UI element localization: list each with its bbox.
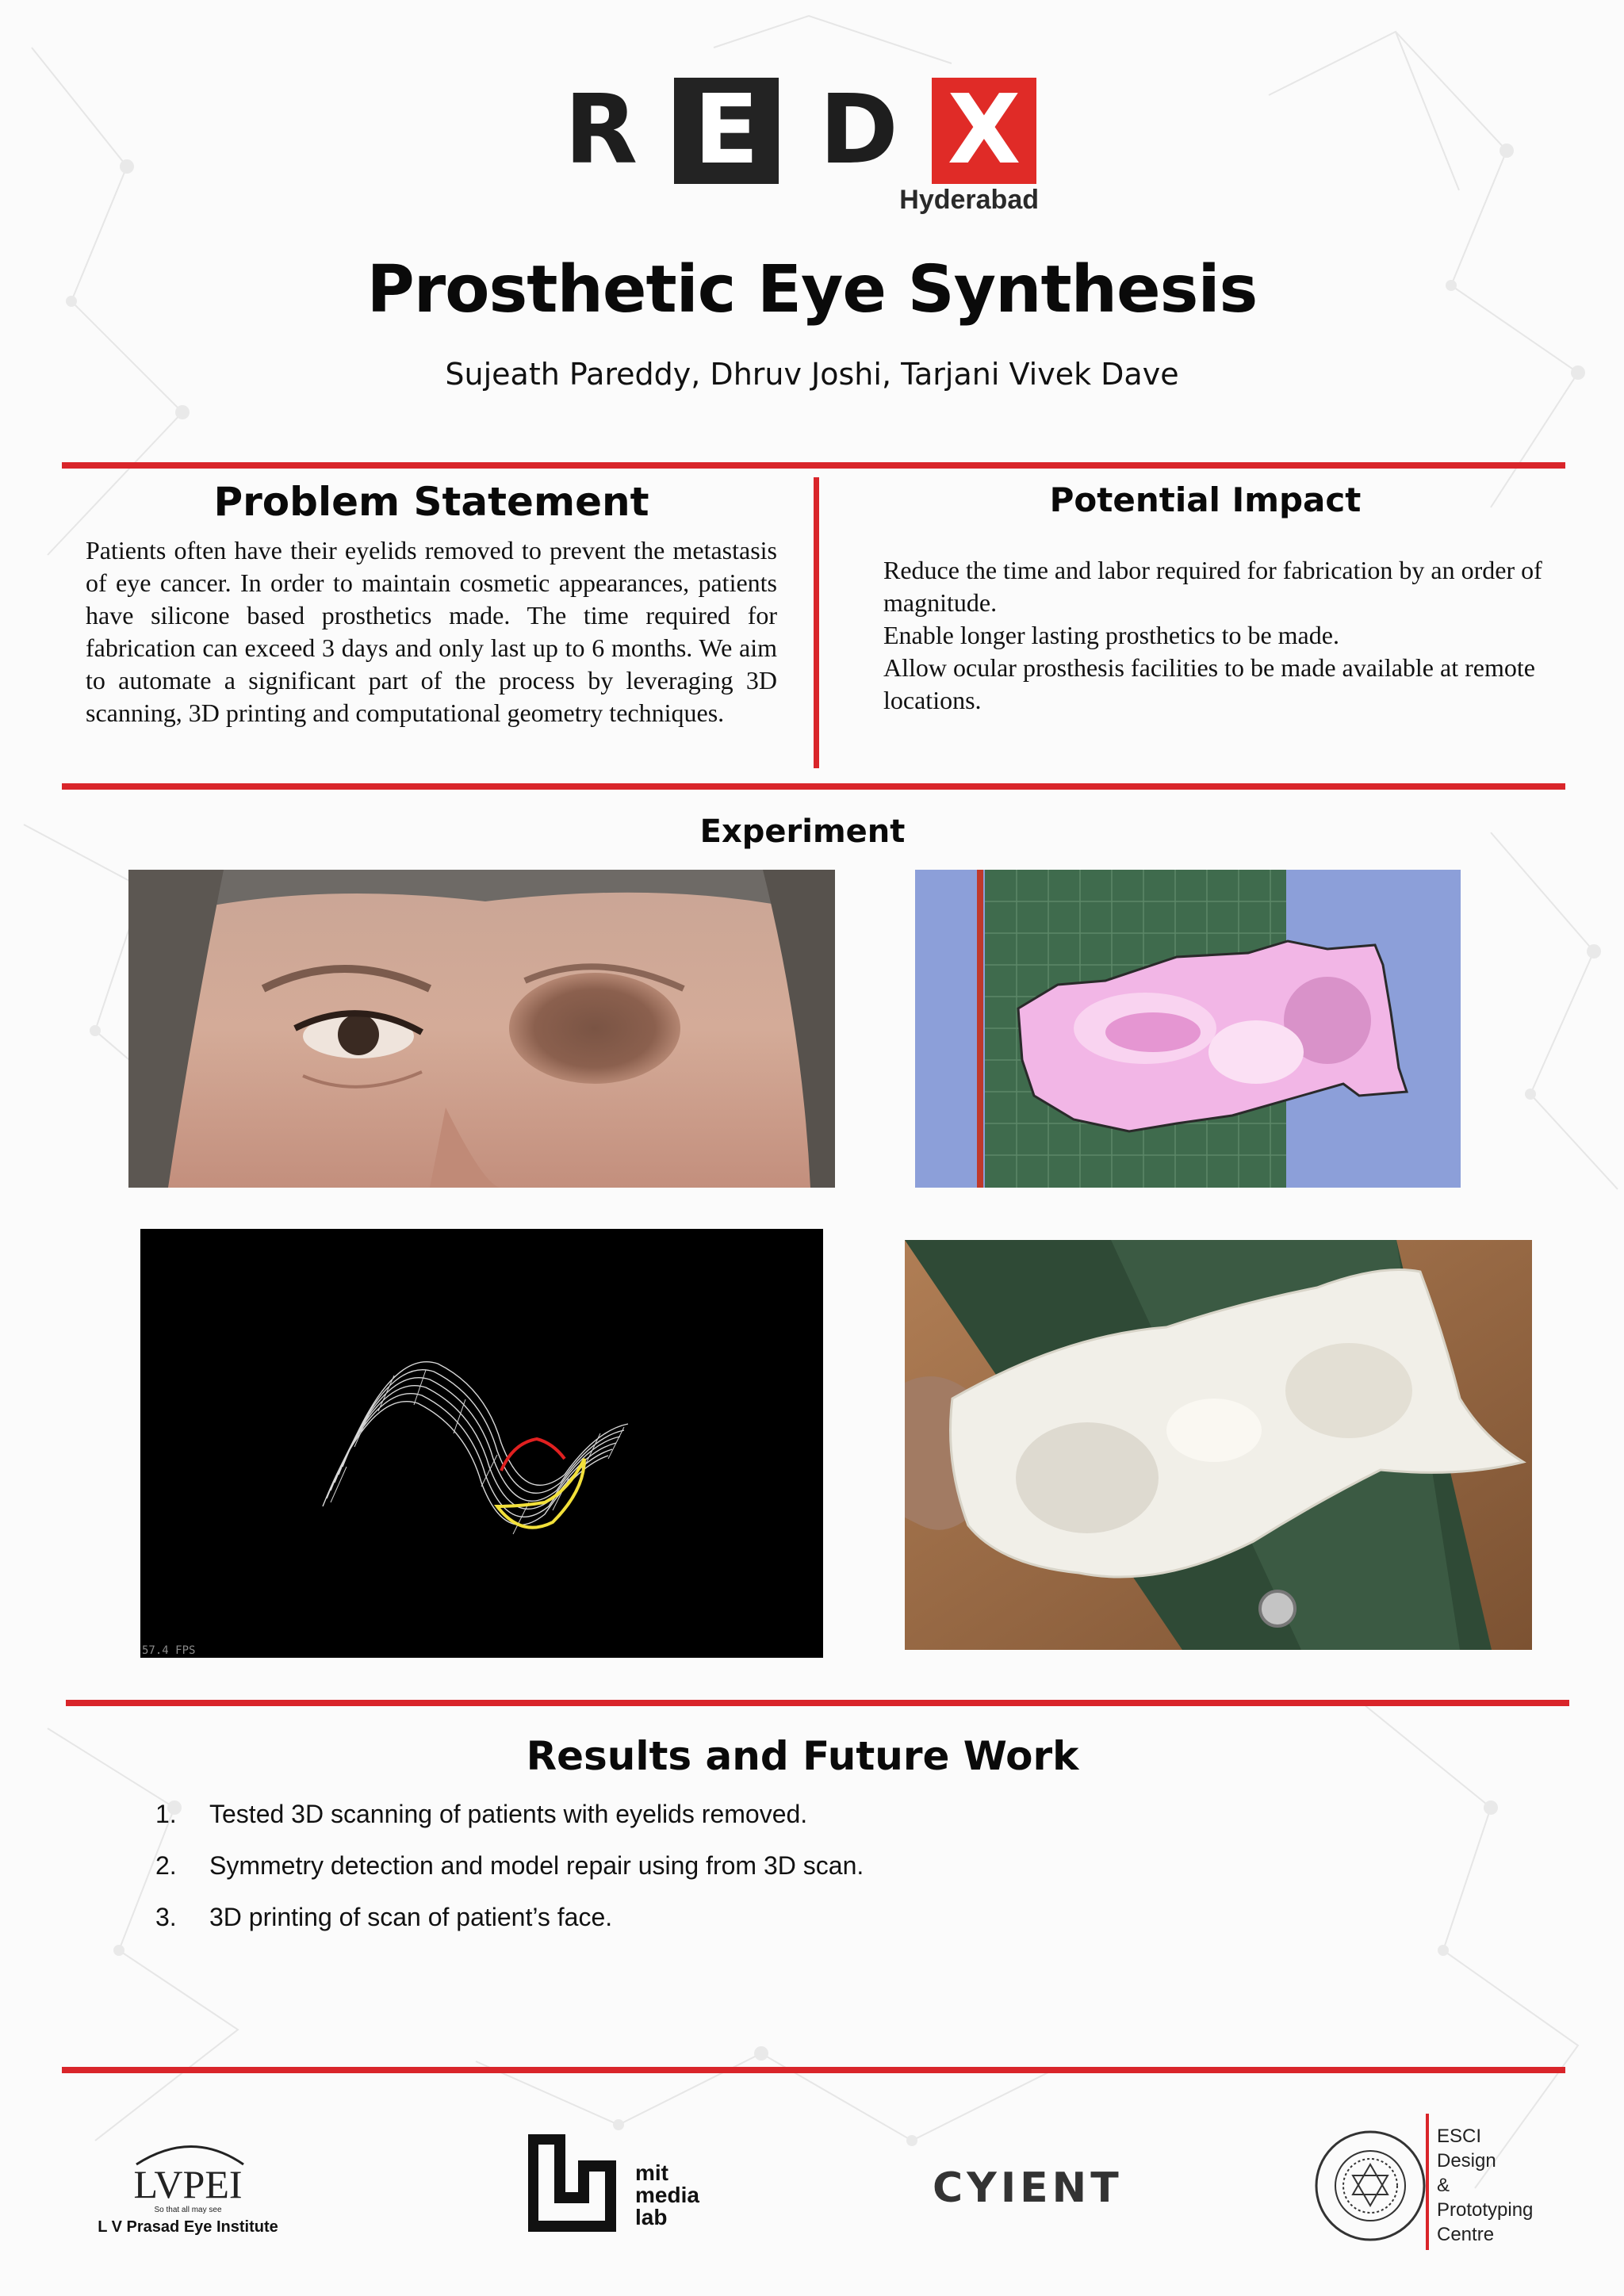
list-text: Tested 3D scanning of patients with eyelids removed.	[209, 1800, 808, 1828]
mit-line: mit	[635, 2160, 668, 2185]
impact-heading: Potential Impact	[1049, 480, 1362, 519]
impact-line: Allow ocular prosthesis facilities to be made available at remote locations.	[883, 653, 1535, 714]
results-heading: Results and Future Work	[526, 1733, 1079, 1779]
impact-line: Enable longer lasting prosthetics to be made.	[883, 621, 1339, 649]
problem-text: Patients often have their eyelids removed to prevent the metastasis of eye cancer. In order to maintain cosmetic appearances, patients have silicone based prosthetics made. The time required for fabrication can exceed 3 days and only last up to 6 months. We aim to automate a significant part of the process by leveraging 3D scanning, 3D printing and computational geometry techniques.	[86, 536, 777, 727]
fps-label: 57.4 FPS	[142, 1644, 196, 1657]
problem-heading: Problem Statement	[213, 479, 649, 525]
poster-title: Prosthetic Eye Synthesis	[366, 252, 1258, 327]
divider-experiment	[62, 783, 1565, 790]
experiment-heading: Experiment	[699, 813, 906, 850]
esci-line: Design	[1437, 2150, 1496, 2172]
mit-line: media	[635, 2183, 699, 2207]
list-item	[155, 1851, 864, 1903]
esci-line: &	[1437, 2175, 1450, 2196]
authors: Sujeath Pareddy, Dhruv Joshi, Tarjani Vivek Dave	[445, 357, 1179, 392]
lvpei-tagline: So that all may see	[154, 2206, 222, 2214]
list-number: 2.	[155, 1851, 177, 1880]
3d-scan-render	[915, 870, 1461, 1188]
results-list	[155, 1800, 864, 1954]
impact-text	[883, 554, 1565, 717]
list-text: 3D printing of scan of patient’s face.	[209, 1903, 613, 1931]
esci-logo	[1313, 2110, 1551, 2253]
cyient-logo: CYIENT	[933, 2164, 1123, 2212]
list-text: Symmetry detection and model repair using from 3D scan.	[209, 1851, 864, 1880]
mit-line: lab	[635, 2205, 668, 2229]
point-cloud-render	[140, 1229, 823, 1658]
divider-vertical	[814, 477, 819, 768]
impact-line: Reduce the time and labor required for fabrication by an order of magnitude.	[883, 556, 1542, 617]
mit-media-lab-logo	[528, 2134, 718, 2233]
lvpei-wordmark: LVPEI	[133, 2162, 243, 2206]
lvpei-logo	[73, 2133, 303, 2236]
patient-face-photo	[128, 870, 835, 1188]
logo-city: Hyderabad	[899, 185, 1039, 215]
divider-top	[62, 462, 1565, 469]
list-number: 3.	[155, 1903, 177, 1931]
list-item	[155, 1800, 864, 1851]
logo-letter-x: X	[932, 78, 1036, 184]
divider-footer	[62, 2067, 1565, 2073]
esci-line: ESCI	[1437, 2126, 1482, 2147]
esci-line: Prototyping	[1437, 2199, 1534, 2221]
logo-letter-e: E	[674, 78, 779, 184]
logo-letter-r: R	[564, 75, 638, 186]
list-item	[155, 1903, 864, 1954]
lvpei-name: L V Prasad Eye Institute	[98, 2218, 278, 2236]
logo-letter-d: D	[819, 75, 898, 186]
3d-printed-model-photo	[905, 1240, 1532, 1650]
divider-results	[66, 1700, 1569, 1706]
esci-line: Centre	[1437, 2224, 1495, 2245]
list-number: 1.	[155, 1800, 177, 1828]
